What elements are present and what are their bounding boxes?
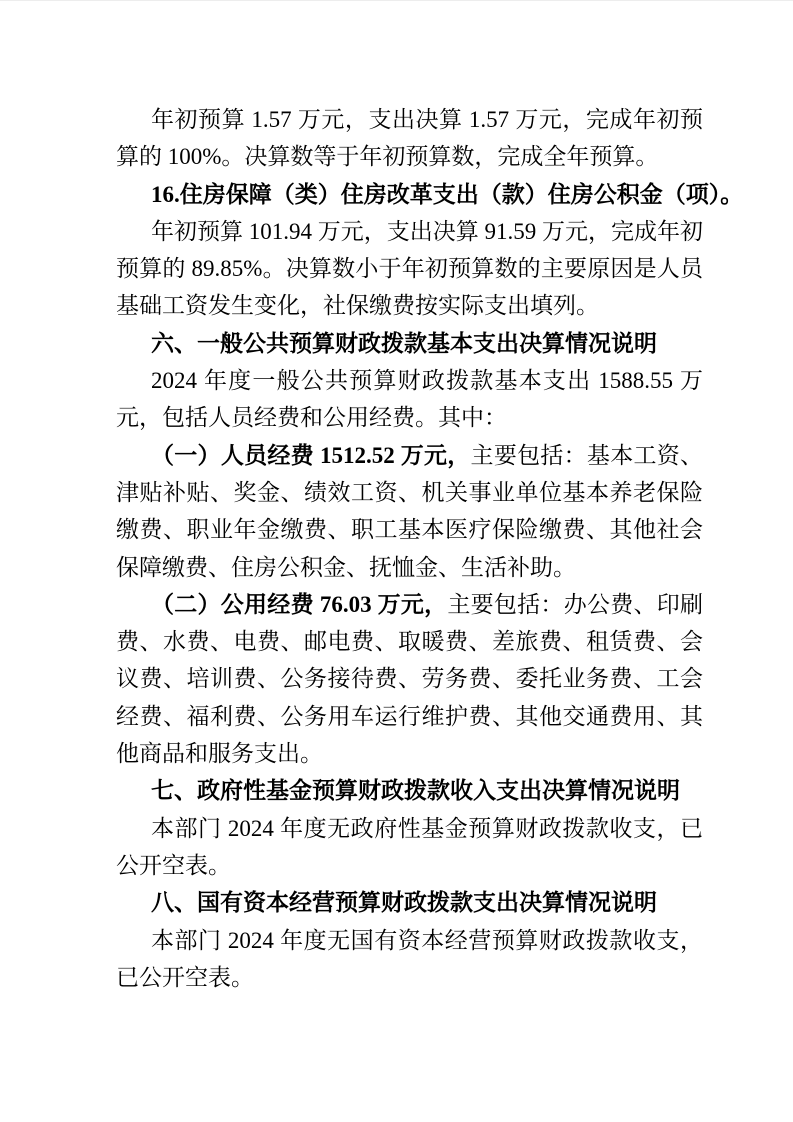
bold-text-segment: 七、政府性基金预算财政拨款收入支出决算情况说明 — [151, 777, 680, 804]
para-personnel-funds — [116, 437, 703, 586]
bold-text-segment: 16.住房保障（类）住房改革支出（款）住房公积金（项）。 — [151, 181, 744, 207]
text-segment: 主要包括：基本工资、津贴补贴、奖金、绩效工资、机关事业单位基本养老保险缴费、职业年金缴费、职工基本医疗保险缴费、其他社会保障缴费、住房公积金、抚恤金、生活补助。 — [116, 442, 704, 580]
heading-eight-state-capital — [116, 884, 703, 921]
para-2024-basic-expenditure-total — [116, 362, 703, 437]
bold-text-segment: 六、一般公共预算财政拨款基本支出决算情况说明 — [151, 329, 657, 356]
bold-text-segment: （一）人员经费 1512.52 万元， — [151, 442, 471, 468]
heading-six-basic-expenditure — [116, 325, 703, 362]
item-16-housing-provident-fund — [116, 176, 744, 213]
para-no-government-funds — [116, 810, 703, 885]
text-segment: 2024 年度一般公共预算财政拨款基本支出 1588.55 万元，包括人员经费和公用经费。其中： — [116, 368, 703, 431]
para-housing-subsidy-result — [116, 101, 703, 176]
bold-text-segment: （二）公用经费 76.03 万元， — [151, 591, 448, 617]
heading-seven-government-funds — [116, 772, 703, 809]
bold-text-segment: 八、国有资本经营预算财政拨款支出决算情况说明 — [151, 889, 657, 916]
para-no-state-capital — [116, 922, 703, 997]
para-public-funds — [116, 586, 703, 772]
text-segment: 主要包括：办公费、印刷费、水费、电费、邮电费、取暖费、差旅费、租赁费、会议费、培训费、公务接待费、劳务费、委托业务费、工会经费、福利费、公务用车运行维护费、其他交通费用、其他商品和服务支出。 — [116, 591, 704, 767]
text-segment: 年初预算 1.57 万元，支出决算 1.57 万元，完成年初预算的 100%。决算数等于年初预算数，完成全年预算。 — [116, 107, 703, 170]
text-segment: 本部门 2024 年度无政府性基金预算财政拨款收支，已公开空表。 — [116, 815, 703, 878]
document-content — [116, 101, 744, 996]
para-provident-fund-result — [116, 213, 703, 325]
text-segment: 年初预算 101.94 万元，支出决算 91.59 万元，完成年初预算的 89.85%。决算数小于年初预算数的主要原因是人员基础工资发生变化，社保缴费按实际支出填列。 — [116, 218, 703, 319]
text-segment: 本部门 2024 年度无国有资本经营预算财政拨款收支，已公开空表。 — [116, 927, 703, 990]
